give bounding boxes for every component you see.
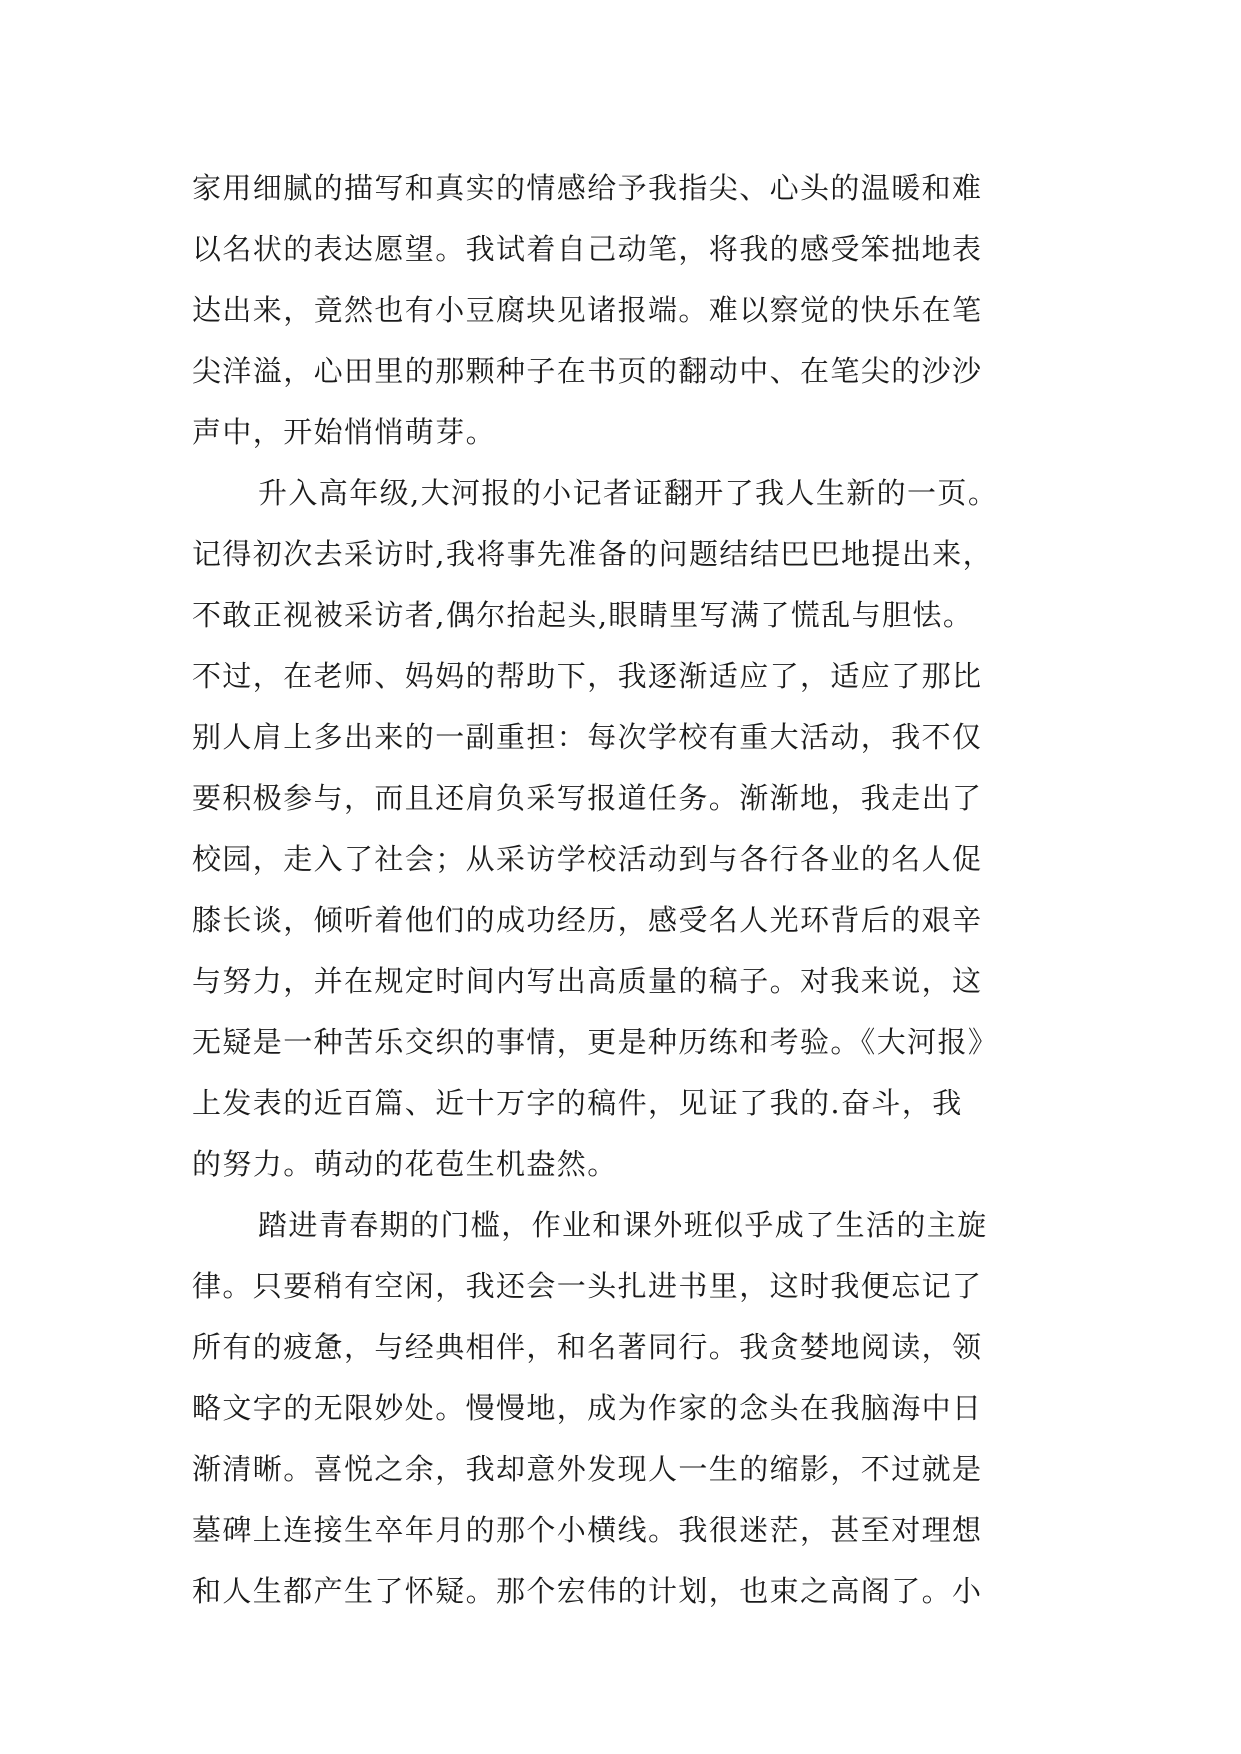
text-line: 的努力。萌动的花苞生机盎然。 — [192, 1147, 618, 1181]
text-line: 墓碑上连接生卒年月的那个小横线。我很迷茫，甚至对理想 — [192, 1513, 983, 1547]
text-line: 要积极参与，而且还肩负采写报道任务。渐渐地，我走出了 — [192, 781, 983, 815]
text-line: 不过，在老师、妈妈的帮助下，我逐渐适应了，适应了那比 — [192, 659, 983, 693]
text-line: 声中，开始悄悄萌芽。 — [192, 415, 497, 449]
text-line: 无疑是一种苦乐交织的事情，更是种历练和考验。《大河报》 — [192, 1025, 999, 1059]
text-line: 和人生都产生了怀疑。那个宏伟的计划，也束之高阁了。小 — [192, 1574, 983, 1608]
text-line: 记得初次去采访时,我将事先准备的问题结结巴巴地提出来， — [192, 537, 994, 571]
text-line: 以名状的表达愿望。我试着自己动笔，将我的感受笨拙地表 — [192, 232, 983, 266]
text-line: 与努力，并在规定时间内写出高质量的稿子。对我来说，这 — [192, 964, 983, 998]
body-text — [192, 158, 1052, 1622]
text-line: 别人肩上多出来的一副重担：每次学校有重大活动，我不仅 — [192, 720, 983, 754]
paragraph-first-line: 踏进青春期的门槛，作业和课外班似乎成了生活的主旋 — [258, 1208, 988, 1242]
text-line: 不敢正视被采访者,偶尔抬起头,眼睛里写满了慌乱与胆怯。 — [192, 598, 974, 632]
text-line: 渐清晰。喜悦之余，我却意外发现人一生的缩影，不过就是 — [192, 1452, 983, 1486]
text-line: 所有的疲惫，与经典相伴，和名著同行。我贪婪地阅读，领 — [192, 1330, 983, 1364]
paragraph-first-line: 升入高年级,大河报的小记者证翻开了我人生新的一页。 — [258, 476, 999, 510]
text-line: 略文字的无限妙处。慢慢地，成为作家的念头在我脑海中日 — [192, 1391, 983, 1425]
text-line: 尖洋溢，心田里的那颗种子在书页的翻动中、在笔尖的沙沙 — [192, 354, 983, 388]
text-line: 上发表的近百篇、近十万字的稿件，见证了我的.奋斗，我 — [192, 1086, 963, 1120]
text-line: 达出来，竟然也有小豆腐块见诸报端。难以察觉的快乐在笔 — [192, 293, 983, 327]
text-line: 家用细腻的描写和真实的情感给予我指尖、心头的温暖和难 — [192, 171, 983, 205]
text-line: 校园，走入了社会；从采访学校活动到与各行各业的名人促 — [192, 842, 983, 876]
text-line: 膝长谈，倾听着他们的成功经历，感受名人光环背后的艰辛 — [192, 903, 983, 937]
text-line: 律。只要稍有空闲，我还会一头扎进书里，这时我便忘记了 — [192, 1269, 983, 1303]
